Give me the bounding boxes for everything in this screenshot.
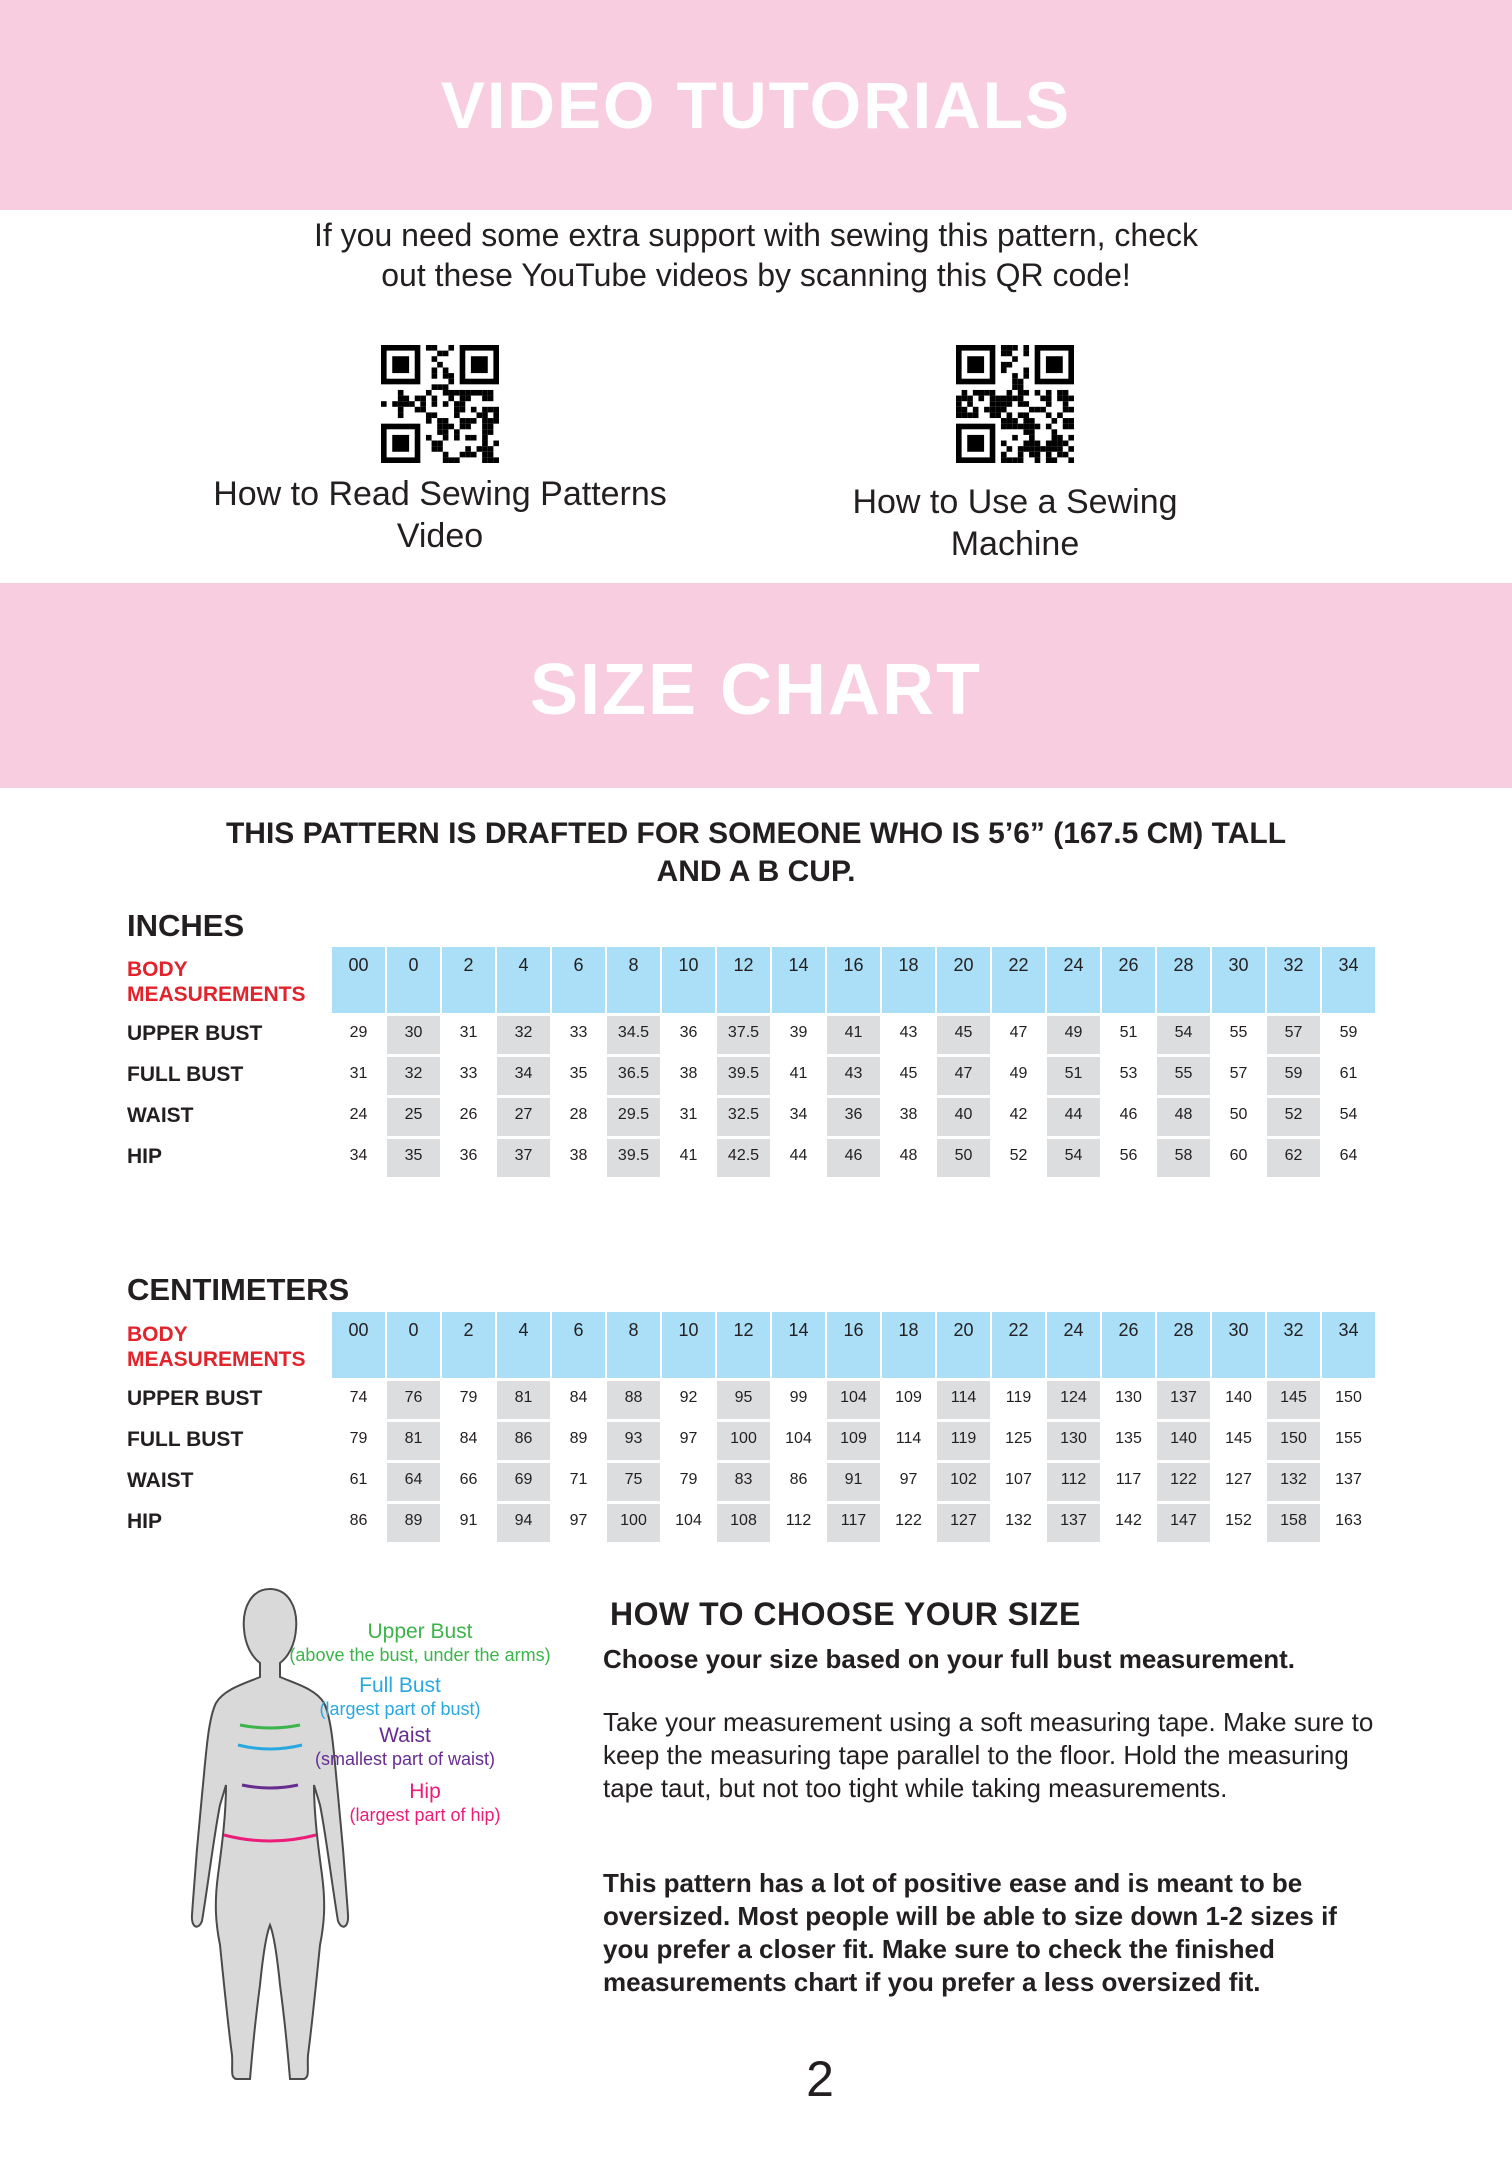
measurement-value-cell: 54 — [1047, 1139, 1100, 1177]
measurement-value-cell: 97 — [899, 1471, 918, 1488]
measurement-value-cell: 47 — [937, 1057, 990, 1095]
measurement-value-cell: 59 — [1267, 1057, 1320, 1095]
measurement-value-cell: 124 — [1047, 1381, 1100, 1419]
size-header-cell: 10 — [662, 947, 715, 1013]
measurement-value-cell: 35 — [569, 1065, 588, 1082]
measurement-value-cell: 52 — [1267, 1098, 1320, 1136]
measurement-value-cell: 99 — [789, 1389, 808, 1406]
measurement-value-cell: 46 — [827, 1139, 880, 1177]
size-header-cell: 34 — [1322, 947, 1375, 1013]
label-sub: (largest part of bust) — [319, 1699, 481, 1719]
measurement-value-cell: 122 — [895, 1512, 922, 1529]
measurement-value-cell: 36 — [459, 1147, 478, 1164]
measurement-value-cell: 32 — [497, 1016, 550, 1054]
measurement-value-cell: 142 — [1115, 1512, 1142, 1529]
measurement-value-cell: 97 — [679, 1430, 698, 1447]
label-sub: (smallest part of waist) — [314, 1749, 496, 1769]
measurement-value-cell: 33 — [569, 1024, 588, 1041]
measurement-value-cell: 44 — [789, 1147, 808, 1164]
measurement-value-cell: 31 — [459, 1024, 478, 1041]
video-intro — [0, 215, 1512, 295]
measurement-value-cell: 102 — [937, 1463, 990, 1501]
measurement-row-label: WAIST — [127, 1469, 194, 1492]
size-header-cell: 00 — [332, 1312, 385, 1378]
video-tutorials-banner — [0, 0, 1512, 210]
measurement-value-cell: 89 — [569, 1430, 588, 1447]
measurement-value-cell: 97 — [569, 1512, 588, 1529]
size-header-cell: 28 — [1157, 947, 1210, 1013]
body-measurements-label — [127, 1322, 332, 1372]
measurement-value-cell: 55 — [1157, 1057, 1210, 1095]
measurement-value-cell: 53 — [1119, 1065, 1138, 1082]
measurement-value-cell: 51 — [1119, 1024, 1138, 1041]
measurement-value-cell: 127 — [1225, 1471, 1252, 1488]
upper-bust-label — [275, 1620, 565, 1666]
how-to-choose-title: HOW TO CHOOSE YOUR SIZE — [610, 1596, 1081, 1632]
measurement-value-cell: 114 — [895, 1430, 922, 1447]
measurement-value-cell: 92 — [679, 1389, 698, 1406]
size-header-cell: 6 — [552, 1312, 605, 1378]
measurement-value-cell: 81 — [387, 1422, 440, 1460]
measurement-value-cell: 137 — [1157, 1381, 1210, 1419]
measurement-value-cell: 58 — [1157, 1139, 1210, 1177]
measurement-value-cell: 51 — [1047, 1057, 1100, 1095]
measurement-value-cell: 109 — [827, 1422, 880, 1460]
measurement-value-cell: 60 — [1229, 1147, 1248, 1164]
measurement-value-cell: 28 — [569, 1106, 588, 1123]
measurement-value-cell: 57 — [1229, 1065, 1248, 1082]
measurement-value-cell: 81 — [497, 1381, 550, 1419]
body-measurements-label-line1: BODY — [127, 958, 188, 981]
size-header-cell: 00 — [332, 947, 385, 1013]
measurement-value-cell: 75 — [607, 1463, 660, 1501]
measurement-value-cell: 112 — [1047, 1463, 1100, 1501]
measurement-value-cell: 37.5 — [717, 1016, 770, 1054]
measurement-value-cell: 46 — [1119, 1106, 1138, 1123]
size-header-cell: 12 — [717, 947, 770, 1013]
pattern-note-line2: AND A B CUP. — [656, 855, 856, 888]
size-header-cell: 4 — [497, 1312, 550, 1378]
measurement-value-cell: 117 — [827, 1504, 880, 1542]
video-sewing-machine[interactable] — [795, 345, 1235, 565]
measurement-value-cell: 137 — [1047, 1504, 1100, 1542]
measurement-value-cell: 88 — [607, 1381, 660, 1419]
measurement-value-cell: 84 — [459, 1430, 478, 1447]
measurement-value-cell: 38 — [899, 1106, 918, 1123]
measurement-value-cell: 137 — [1335, 1471, 1362, 1488]
measurement-value-cell: 140 — [1225, 1389, 1252, 1406]
body-measurements-label-line2: MEASUREMENTS — [127, 983, 306, 1006]
measurement-value-cell: 31 — [349, 1065, 368, 1082]
measurement-value-cell: 119 — [1005, 1389, 1032, 1406]
measurement-value-cell: 145 — [1267, 1381, 1320, 1419]
measurement-value-cell: 35 — [387, 1139, 440, 1177]
qr-code-icon[interactable] — [956, 345, 1074, 463]
measurement-value-cell: 32 — [387, 1057, 440, 1095]
video-caption-line2: Video — [396, 517, 484, 555]
measurement-value-cell: 33 — [459, 1065, 478, 1082]
measurement-value-cell: 34 — [497, 1057, 550, 1095]
measurement-value-cell: 100 — [607, 1504, 660, 1542]
body-measurements-label — [127, 957, 332, 1007]
measurement-value-cell: 62 — [1267, 1139, 1320, 1177]
measurement-value-cell: 117 — [1115, 1471, 1142, 1488]
measurement-value-cell: 125 — [1005, 1430, 1032, 1447]
label-main: Hip — [409, 1780, 441, 1803]
size-header-cell: 14 — [772, 1312, 825, 1378]
measurement-value-cell: 145 — [1225, 1430, 1252, 1447]
measurement-value-cell: 104 — [785, 1430, 812, 1447]
size-header-cell: 2 — [442, 947, 495, 1013]
label-main: Waist — [379, 1724, 431, 1747]
measurement-value-cell: 132 — [1005, 1512, 1032, 1529]
size-header-cell: 8 — [607, 1312, 660, 1378]
measurement-value-cell: 114 — [937, 1381, 990, 1419]
measurement-value-cell: 43 — [827, 1057, 880, 1095]
pattern-note-line1: THIS PATTERN IS DRAFTED FOR SOMEONE WHO IS 5’6” (167.5 CM) TALL — [225, 817, 1287, 850]
size-header-cell: 22 — [992, 1312, 1045, 1378]
measurement-value-cell: 27 — [497, 1098, 550, 1136]
measurement-value-cell: 66 — [459, 1471, 478, 1488]
measurement-value-cell: 43 — [899, 1024, 918, 1041]
ease-note: This pattern has a lot of positive ease and is meant to be oversized. Most people will be able to size down 1-2 sizes if you prefer a closer fit. Make sure to check the finished measurements chart if you prefer a less oversized fit. — [603, 1868, 1337, 1997]
measurement-value-cell: 41 — [827, 1016, 880, 1054]
video-intro-line1: If you need some extra support with sewing this pattern, check — [313, 217, 1198, 253]
measurement-value-cell: 100 — [717, 1422, 770, 1460]
size-header-cell: 18 — [882, 947, 935, 1013]
size-header-cell: 32 — [1267, 947, 1320, 1013]
size-chart-banner — [0, 583, 1512, 788]
measurement-value-cell: 76 — [387, 1381, 440, 1419]
measurement-value-cell: 86 — [497, 1422, 550, 1460]
measurement-value-cell: 54 — [1157, 1016, 1210, 1054]
measurement-value-cell: 127 — [937, 1504, 990, 1542]
measurement-value-cell: 59 — [1339, 1024, 1358, 1041]
video-caption — [195, 473, 685, 557]
measurement-value-cell: 61 — [1339, 1065, 1358, 1082]
measurement-value-cell: 34 — [789, 1106, 808, 1123]
inches-title: INCHES — [127, 908, 245, 943]
size-header-cell: 24 — [1047, 1312, 1100, 1378]
measurement-value-cell: 74 — [349, 1389, 368, 1406]
measurement-value-cell: 39 — [789, 1024, 808, 1041]
label-main: Full Bust — [359, 1674, 441, 1697]
measurement-value-cell: 56 — [1119, 1147, 1138, 1164]
body-measurements-label-line2: MEASUREMENTS — [127, 1348, 306, 1371]
measurement-value-cell: 38 — [569, 1147, 588, 1164]
centimeters-title: CENTIMETERS — [127, 1272, 350, 1307]
size-header-cell: 22 — [992, 947, 1045, 1013]
measurement-value-cell: 49 — [1009, 1065, 1028, 1082]
size-header-cell: 16 — [827, 1312, 880, 1378]
size-header-cell: 2 — [442, 1312, 495, 1378]
size-header-cell: 26 — [1102, 947, 1155, 1013]
measurement-value-cell: 79 — [459, 1389, 478, 1406]
measurement-value-cell: 93 — [607, 1422, 660, 1460]
size-header-cell: 26 — [1102, 1312, 1155, 1378]
measurement-value-cell: 89 — [387, 1504, 440, 1542]
measurement-value-cell: 32.5 — [717, 1098, 770, 1136]
measurement-value-cell: 86 — [789, 1471, 808, 1488]
measurement-value-cell: 122 — [1157, 1463, 1210, 1501]
measurement-value-cell: 36 — [679, 1024, 698, 1041]
measurement-value-cell: 61 — [349, 1471, 368, 1488]
size-header-cell: 16 — [827, 947, 880, 1013]
measurement-value-cell: 104 — [827, 1381, 880, 1419]
measurement-value-cell: 34.5 — [607, 1016, 660, 1054]
measurement-value-cell: 48 — [1157, 1098, 1210, 1136]
full-bust-label — [295, 1674, 505, 1720]
measurement-value-cell: 41 — [789, 1065, 808, 1082]
body-measurements-label-line1: BODY — [127, 1323, 188, 1346]
measurement-value-cell: 26 — [459, 1106, 478, 1123]
measurement-value-cell: 150 — [1267, 1422, 1320, 1460]
size-header-cell: 20 — [937, 947, 990, 1013]
measurement-value-cell: 54 — [1339, 1106, 1358, 1123]
size-header-cell: 34 — [1322, 1312, 1375, 1378]
size-header-cell: 0 — [387, 1312, 440, 1378]
size-header-cell: 30 — [1212, 947, 1265, 1013]
how-to-choose-intro: Choose your size based on your full bust measurement. — [603, 1644, 1296, 1674]
measurement-value-cell: 150 — [1335, 1389, 1362, 1406]
measurement-value-cell: 52 — [1009, 1147, 1028, 1164]
label-sub: (above the bust, under the arms) — [289, 1645, 551, 1665]
measurement-value-cell: 112 — [785, 1512, 812, 1529]
measurement-value-cell: 55 — [1229, 1024, 1248, 1041]
measurement-row-label: UPPER BUST — [127, 1022, 263, 1045]
measurement-row-label: FULL BUST — [127, 1428, 244, 1451]
measurement-value-cell: 152 — [1225, 1512, 1252, 1529]
size-header-cell: 32 — [1267, 1312, 1320, 1378]
measurement-value-cell: 45 — [937, 1016, 990, 1054]
size-header-cell: 12 — [717, 1312, 770, 1378]
size-header-cell: 28 — [1157, 1312, 1210, 1378]
measurement-value-cell: 132 — [1267, 1463, 1320, 1501]
measurement-value-cell: 104 — [675, 1512, 702, 1529]
video-intro-line2: out these YouTube videos by scanning this QR code! — [381, 257, 1131, 293]
how-to-measure-text: Take your measurement using a soft measuring tape. Make sure to keep the measuring tape parallel to the floor. Hold the measuring tape taut, but not too tight while taking measurements. — [603, 1707, 1374, 1803]
measurement-value-cell: 37 — [497, 1139, 550, 1177]
measurement-value-cell: 64 — [387, 1463, 440, 1501]
measurement-value-cell: 84 — [569, 1389, 588, 1406]
measurement-value-cell: 49 — [1047, 1016, 1100, 1054]
measurement-value-cell: 30 — [387, 1016, 440, 1054]
qr-code-icon[interactable] — [381, 345, 499, 463]
measurement-value-cell: 130 — [1115, 1389, 1142, 1406]
video-read-patterns[interactable] — [195, 345, 685, 557]
size-header-cell: 10 — [662, 1312, 715, 1378]
measurement-value-cell: 130 — [1047, 1422, 1100, 1460]
measurement-value-cell: 155 — [1335, 1430, 1362, 1447]
measurement-value-cell: 83 — [717, 1463, 770, 1501]
size-chart-title: SIZE CHART — [530, 650, 982, 730]
measurement-value-cell: 34 — [349, 1147, 368, 1164]
measurement-value-cell: 40 — [937, 1098, 990, 1136]
video-caption-line1: How to Use a Sewing — [852, 483, 1178, 521]
measurement-value-cell: 108 — [717, 1504, 770, 1542]
measurement-value-cell: 79 — [349, 1430, 368, 1447]
hip-label — [325, 1780, 525, 1826]
measurement-value-cell: 135 — [1115, 1430, 1142, 1447]
size-header-cell: 0 — [387, 947, 440, 1013]
waist-label — [300, 1724, 510, 1770]
measurement-value-cell: 25 — [387, 1098, 440, 1136]
measurement-value-cell: 109 — [895, 1389, 922, 1406]
measurement-value-cell: 163 — [1335, 1512, 1362, 1529]
measurement-row-label: HIP — [127, 1510, 163, 1533]
measurement-value-cell: 24 — [349, 1106, 368, 1123]
label-main: Upper Bust — [367, 1620, 473, 1643]
size-header-cell: 24 — [1047, 947, 1100, 1013]
measurement-value-cell: 31 — [679, 1106, 698, 1123]
measurement-value-cell: 91 — [459, 1512, 478, 1529]
measurement-row-label: WAIST — [127, 1104, 194, 1127]
video-caption-line1: How to Read Sewing Patterns — [213, 475, 667, 513]
page-number: 2 — [806, 2051, 834, 2107]
measurement-value-cell: 36.5 — [607, 1057, 660, 1095]
label-sub: (largest part of hip) — [349, 1805, 501, 1825]
size-header-cell: 20 — [937, 1312, 990, 1378]
measurement-value-cell: 50 — [937, 1139, 990, 1177]
measurement-value-cell: 71 — [569, 1471, 588, 1488]
measurement-row-label: FULL BUST — [127, 1063, 244, 1086]
size-header-cell: 18 — [882, 1312, 935, 1378]
size-header-cell: 6 — [552, 947, 605, 1013]
measurement-value-cell: 94 — [497, 1504, 550, 1542]
measurement-value-cell: 64 — [1339, 1147, 1358, 1164]
size-header-cell: 14 — [772, 947, 825, 1013]
measurement-value-cell: 91 — [827, 1463, 880, 1501]
measurement-value-cell: 95 — [717, 1381, 770, 1419]
measurement-value-cell: 44 — [1047, 1098, 1100, 1136]
measurement-value-cell: 36 — [827, 1098, 880, 1136]
video-caption — [795, 481, 1235, 565]
video-tutorials-title: VIDEO TUTORIALS — [440, 68, 1072, 142]
measurement-value-cell: 57 — [1267, 1016, 1320, 1054]
measurement-value-cell: 86 — [349, 1512, 368, 1529]
measurement-value-cell: 50 — [1229, 1106, 1248, 1123]
measurement-value-cell: 140 — [1157, 1422, 1210, 1460]
measurement-value-cell: 41 — [679, 1147, 698, 1164]
measurement-value-cell: 47 — [1009, 1024, 1028, 1041]
measurement-row-label: HIP — [127, 1145, 163, 1168]
measurement-value-cell: 69 — [497, 1463, 550, 1501]
pattern-height-note — [0, 815, 1512, 891]
video-caption-line2: Machine — [950, 525, 1080, 563]
measurement-value-cell: 29 — [349, 1024, 368, 1041]
measurement-value-cell: 147 — [1157, 1504, 1210, 1542]
measurement-value-cell: 39.5 — [607, 1139, 660, 1177]
measurement-value-cell: 42 — [1009, 1106, 1028, 1123]
measurement-value-cell: 158 — [1267, 1504, 1320, 1542]
measurement-value-cell: 42.5 — [717, 1139, 770, 1177]
measurement-value-cell: 48 — [899, 1147, 918, 1164]
measurement-value-cell: 79 — [679, 1471, 698, 1488]
measurement-value-cell: 45 — [899, 1065, 918, 1082]
measurement-value-cell: 38 — [679, 1065, 698, 1082]
measurement-value-cell: 119 — [937, 1422, 990, 1460]
measurement-value-cell: 107 — [1005, 1471, 1032, 1488]
size-header-cell: 30 — [1212, 1312, 1265, 1378]
measurement-value-cell: 39.5 — [717, 1057, 770, 1095]
size-header-cell: 8 — [607, 947, 660, 1013]
measurement-value-cell: 29.5 — [607, 1098, 660, 1136]
measurement-row-label: UPPER BUST — [127, 1387, 263, 1410]
size-header-cell: 4 — [497, 947, 550, 1013]
